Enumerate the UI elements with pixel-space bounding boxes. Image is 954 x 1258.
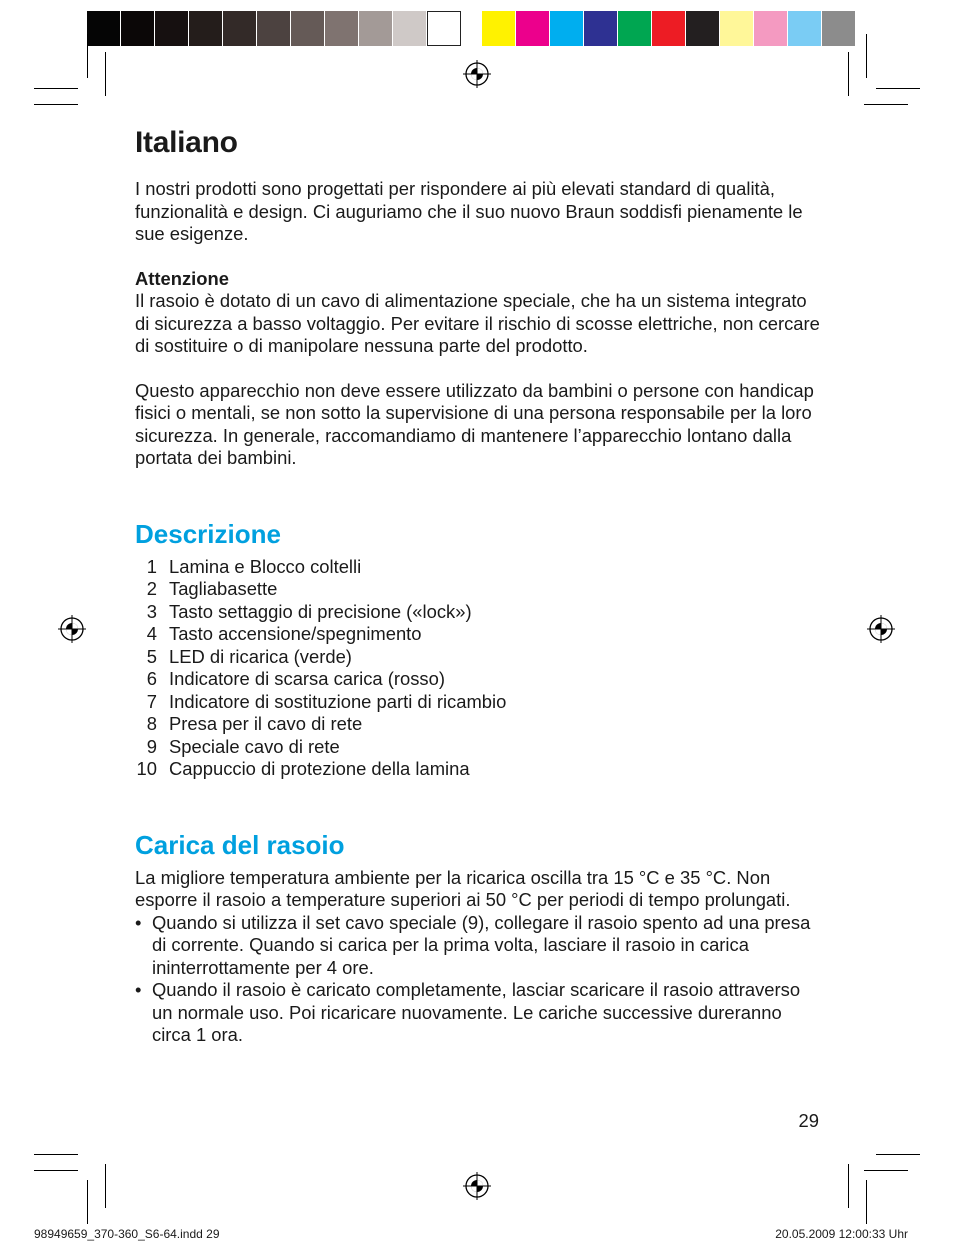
bullet-text: Quando il rasoio è caricato completamente, lasciar scaricare il rasoio attraverso un normale uso. Poi ricaricare nuovamente. Le cariche successive dureranno circa 1 ora.: [152, 979, 801, 1045]
list-item-number: 2: [146, 578, 157, 599]
crop-mark: [34, 88, 78, 89]
list-item: [135, 578, 825, 601]
list-item: [135, 556, 825, 579]
list-item: [135, 601, 825, 624]
list-item: [135, 668, 825, 691]
list-item-text: Presa per il cavo di rete: [169, 713, 363, 734]
color-swatch: [291, 11, 325, 46]
process-color-bar: [482, 11, 856, 46]
list-item-text: Tasto settaggio di precisione («lock»): [169, 600, 472, 622]
registration-mark-icon: [463, 60, 491, 88]
color-swatch: [686, 11, 720, 46]
list-item-number: 3: [146, 600, 157, 622]
color-swatch: [189, 11, 223, 46]
color-swatch: [652, 11, 686, 46]
registration-mark-icon: [867, 615, 895, 643]
list-item-text: Tagliabasette: [169, 578, 278, 599]
crop-mark: [848, 1164, 849, 1208]
list-item-number: 8: [146, 713, 157, 734]
color-swatch: [87, 11, 121, 46]
list-item-number: 4: [146, 623, 157, 644]
crop-mark: [34, 1154, 78, 1155]
crop-mark: [876, 88, 920, 89]
list-item-text: Speciale cavo di rete: [169, 735, 340, 757]
page-content: [135, 125, 825, 1047]
page-title: Italiano: [135, 126, 238, 159]
color-swatch: [720, 11, 754, 46]
color-swatch: [359, 11, 393, 46]
list-item-number: 6: [146, 668, 157, 689]
list-item-number: 1: [146, 555, 157, 577]
list-item-number: 7: [146, 690, 157, 712]
crop-mark: [866, 34, 867, 78]
description-heading: Descrizione: [135, 518, 281, 549]
list-item-text: Tasto accensione/spegnimento: [169, 623, 422, 644]
crop-mark: [864, 104, 908, 105]
color-swatch: [754, 11, 788, 46]
charging-heading: Carica del rasoio: [135, 829, 345, 860]
list-item-text: LED di ricarica (verde): [169, 645, 352, 667]
list-item-text: Lamina e Blocco coltelli: [169, 555, 362, 577]
charging-bullets: [135, 912, 825, 1047]
crop-mark: [866, 1180, 867, 1224]
page-number: 29: [798, 1110, 819, 1131]
list-item-number: 5: [146, 645, 157, 667]
list-item: [135, 623, 825, 646]
list-item-text: Cappuccio di protezione della lamina: [169, 758, 470, 779]
color-swatch: [393, 11, 427, 46]
color-swatch: [121, 11, 155, 46]
footer-file: 98949659_370-360_S6-64.indd 29: [34, 1227, 220, 1241]
color-swatch: [788, 11, 822, 46]
crop-mark: [105, 52, 106, 96]
list-item: [135, 736, 825, 759]
crop-mark: [848, 52, 849, 96]
parts-list: [135, 556, 825, 781]
crop-mark: [864, 1170, 908, 1171]
warning-paragraph: Il rasoio è dotato di un cavo di alimentazione speciale, che ha un sistema integrato di sicurezza a basso voltaggio. Per evitare il rischio di scosse elettriche, non cercare di sostituire o di manipolare nessuna parte del prodotto.: [135, 290, 820, 356]
footer-timestamp: 20.05.2009 12:00:33 Uhr: [775, 1227, 908, 1241]
color-swatch: [550, 11, 584, 46]
color-swatch: [427, 11, 461, 46]
list-item-number: 9: [146, 735, 157, 757]
list-item-text: Indicatore di sostituzione parti di ricambio: [169, 690, 507, 712]
registration-mark-icon: [58, 615, 86, 643]
bullet-text: Quando si utilizza il set cavo speciale (9), collegare il rasoio spento ad una presa di corrente. Quando si carica per la prima volta, lasciare il rasoio in carica ininterrottamente per 4 ore.: [152, 911, 811, 978]
color-swatch: [257, 11, 291, 46]
bullet-item: [135, 912, 825, 980]
bullet-item: [135, 979, 825, 1047]
list-item: [135, 691, 825, 714]
list-item-number: 10: [136, 758, 157, 779]
crop-mark: [87, 1180, 88, 1224]
bullet-icon: •: [135, 979, 142, 1000]
list-item: [135, 713, 825, 736]
color-swatch: [516, 11, 550, 46]
registration-mark-icon: [463, 1172, 491, 1200]
color-swatch: [482, 11, 516, 46]
crop-mark: [87, 34, 88, 78]
charging-intro: La migliore temperatura ambiente per la ricarica oscilla tra 15 °C e 35 °C. Non esporre il rasoio a temperature superiori ai 50 °C per periodi di tempo prolungati.: [135, 866, 791, 910]
crop-mark: [34, 1170, 78, 1171]
crop-mark: [34, 104, 78, 105]
color-swatch: [584, 11, 618, 46]
crop-mark: [876, 1154, 920, 1155]
intro-paragraph: I nostri prodotti sono progettati per rispondere ai più elevati standard di qualità, funzionalità e design. Ci auguriamo che il suo nuovo Braun soddisfi pienamente le sue esigenze.: [135, 178, 803, 244]
bullet-icon: •: [135, 911, 142, 933]
color-swatch: [325, 11, 359, 46]
warning-heading: Attenzione: [135, 267, 229, 289]
color-swatch: [223, 11, 257, 46]
color-swatch: [822, 11, 856, 46]
grey-color-bar: [87, 11, 461, 46]
color-swatch: [155, 11, 189, 46]
crop-mark: [105, 1164, 106, 1208]
list-item: [135, 758, 825, 781]
list-item: [135, 646, 825, 669]
color-swatch: [618, 11, 652, 46]
warning-paragraph-children: Questo apparecchio non deve essere utilizzato da bambini o persone con handicap fisici o mentali, se non sotto la supervisione di una persona responsabile per la loro sicurezza. In generale, raccomandiamo di mantenere l’apparecchio lontano dalla portata dei bambini.: [135, 379, 814, 468]
list-item-text: Indicatore di scarsa carica (rosso): [169, 668, 445, 689]
